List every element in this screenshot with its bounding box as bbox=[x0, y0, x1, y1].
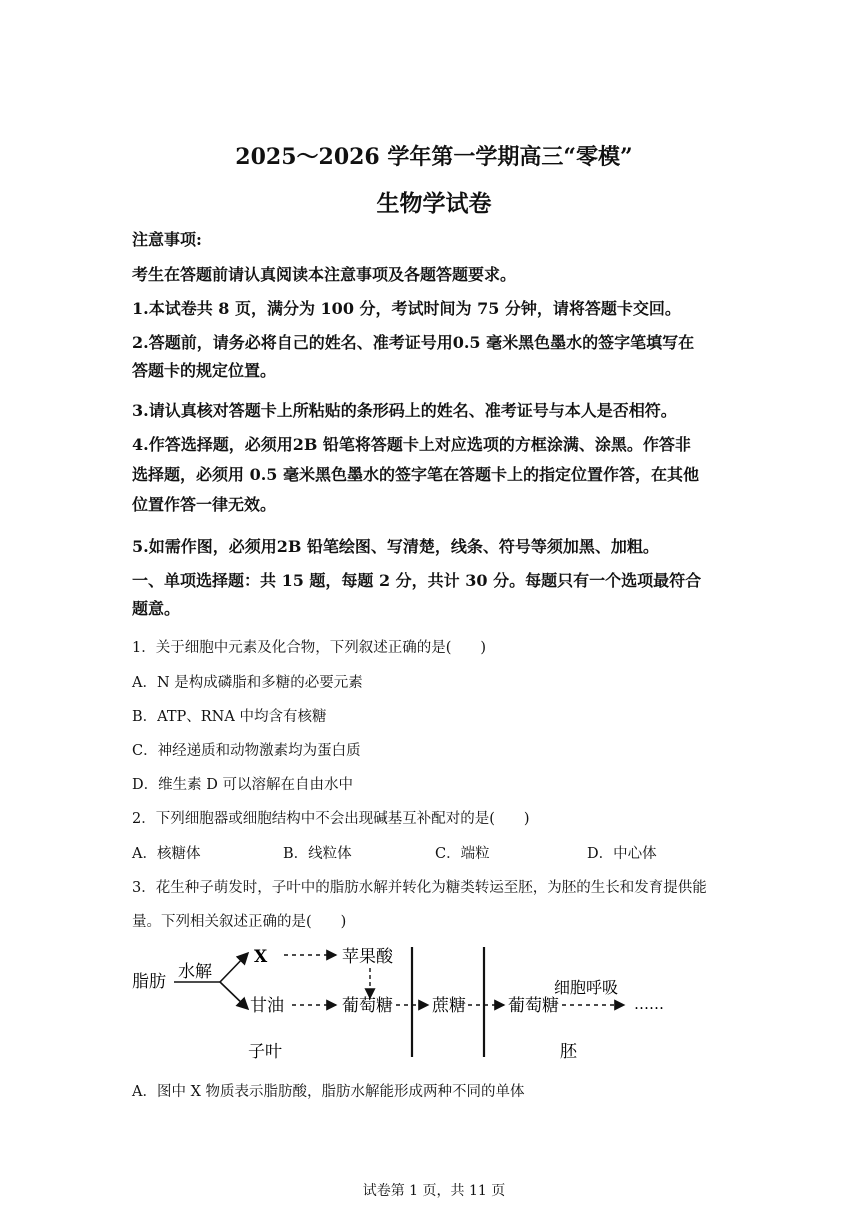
page-footer: 试卷第 1 页，共 11 页 bbox=[362, 1183, 506, 1199]
question-3-option-a: A．图中 X 物质表示脂肪酸，脂肪水解能形成两种不同的单体 bbox=[132, 1084, 525, 1100]
diagram-label-fat: 脂肪 bbox=[132, 972, 166, 992]
diagram-label-respiration: 细胞呼吸 bbox=[554, 978, 619, 997]
question-1-option-c: C．神经递质和动物激素均为蛋白质 bbox=[132, 743, 361, 759]
question-1-option-a: A．N 是构成磷脂和多糖的必要元素 bbox=[132, 675, 363, 691]
question-3-stem-line-2: 量。下列相关叙述正确的是( ) bbox=[132, 914, 347, 930]
arrow-to-glycerol bbox=[220, 982, 248, 1009]
notice-item-4-line-3: 位置作答一律无效。 bbox=[132, 495, 277, 514]
diagram-label-ellipsis: …… bbox=[634, 995, 664, 1013]
section-1-line-2: 题意。 bbox=[132, 599, 181, 618]
question-2-stem: 2．下列细胞器或细胞结构中不会出现碱基互补配对的是( ) bbox=[132, 811, 530, 827]
notice-item-4-line-2: 选择题，必须用 0.5 毫米黑色墨水的签字笔在答题卡上的指定位置作答，在其他 bbox=[132, 465, 699, 484]
diagram-label-sucrose: 蔗糖 bbox=[432, 996, 466, 1016]
notice-item-2-line-2: 答题卡的规定位置。 bbox=[132, 361, 277, 380]
notice-item-1: 1.本试卷共 8 页，满分为 100 分，考试时间为 75 分钟，请将答题卡交回。 bbox=[132, 299, 681, 318]
diagram-label-embryo: 胚 bbox=[560, 1042, 577, 1062]
notice-heading: 注意事项: bbox=[132, 230, 202, 249]
exam-subtitle: 生物学试卷 bbox=[376, 190, 492, 217]
question-1-option-d: D．维生素 D 可以溶解在自由水中 bbox=[132, 777, 353, 793]
arrow-to-x bbox=[220, 953, 248, 982]
fat-metabolism-diagram bbox=[120, 935, 690, 1070]
section-1-line-1: 一、单项选择题：共 15 题，每题 2 分，共计 30 分。每题只有一个选项最符合 bbox=[132, 571, 702, 590]
question-2-option-d: D．中心体 bbox=[587, 846, 657, 862]
question-2-option-a: A．核糖体 bbox=[132, 846, 201, 862]
question-2-option-b: B．线粒体 bbox=[283, 846, 352, 862]
notice-item-4-line-1: 4.作答选择题，必须用2B 铅笔将答题卡上对应选项的方框涂满、涂黑。作答非 bbox=[132, 435, 691, 454]
exam-title: 2025～2026 学年第一学期高三“零模” bbox=[235, 144, 633, 170]
question-3-stem-line-1: 3．花生种子萌发时，子叶中的脂肪水解并转化为糖类转运至胚，为胚的生长和发育提供能 bbox=[132, 880, 707, 896]
question-1-option-b: B．ATP、RNA 中均含有核糖 bbox=[132, 709, 327, 725]
diagram-label-glucose-embryo: 葡萄糖 bbox=[508, 996, 559, 1016]
notice-item-2-line-1: 2.答题前，请务必将自己的姓名、准考证号用0.5 毫米黑色墨水的签字笔填写在 bbox=[132, 333, 695, 352]
diagram-label-glycerol: 甘油 bbox=[250, 996, 284, 1016]
diagram-label-glucose-cotyledon: 葡萄糖 bbox=[342, 996, 393, 1016]
question-1-stem: 1．关于细胞中元素及化合物，下列叙述正确的是( ) bbox=[132, 640, 487, 656]
diagram-label-malic-acid: 苹果酸 bbox=[342, 947, 393, 967]
question-2-option-c: C．端粒 bbox=[435, 846, 490, 862]
notice-item-5: 5.如需作图，必须用2B 铅笔绘图、写清楚，线条、符号等须加黑、加粗。 bbox=[132, 537, 659, 556]
diagram-label-x: X bbox=[254, 947, 268, 967]
diagram-label-hydrolysis: 水解 bbox=[178, 962, 212, 982]
notice-item-3: 3.请认真核对答题卡上所粘贴的条形码上的姓名、准考证号与本人是否相符。 bbox=[132, 401, 677, 420]
diagram-label-cotyledon: 子叶 bbox=[248, 1042, 282, 1062]
notice-intro: 考生在答题前请认真阅读本注意事项及各题答题要求。 bbox=[132, 265, 517, 284]
